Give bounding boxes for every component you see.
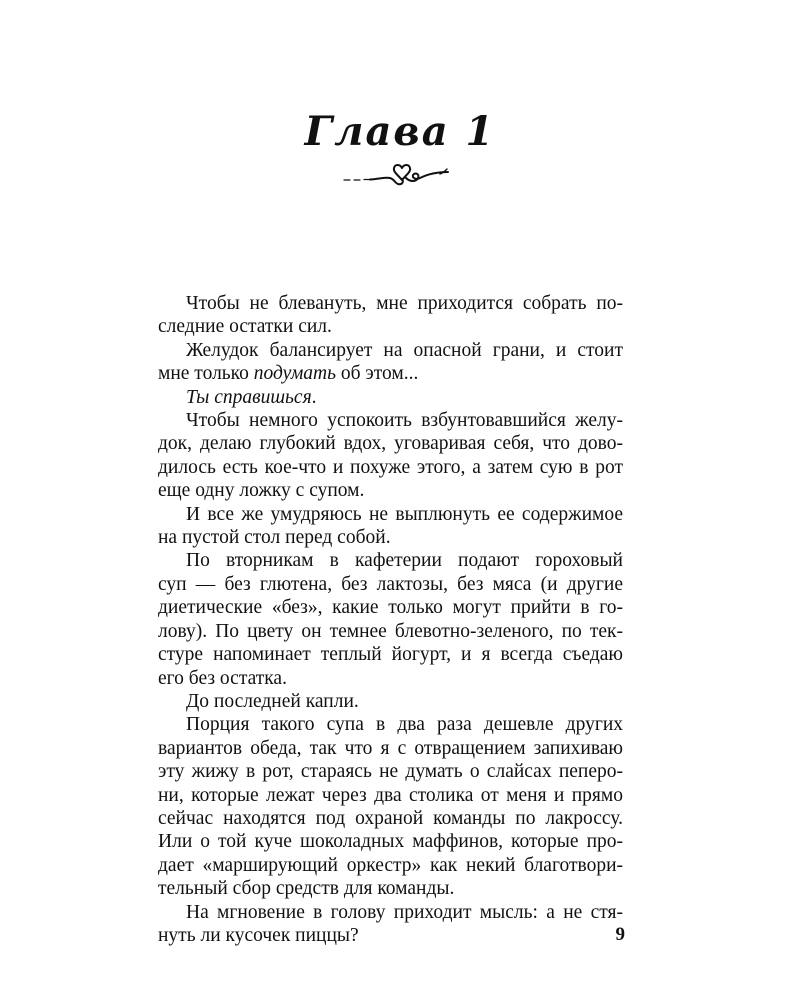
- text-run: суп — без глютена, без лактозы, без мяса (и другие: [158, 573, 623, 595]
- text-run: док, делаю глубокий вдох, уговаривая себя, что дово-: [158, 433, 623, 455]
- text-line: [158, 479, 623, 502]
- paragraph: [158, 690, 623, 713]
- text-run: стуре напоминает теплый йогурт, и я всегда съедаю: [158, 644, 623, 666]
- text-line: [158, 549, 623, 572]
- text-run: Или о той куче шоколадных маффинов, которые про-: [158, 831, 623, 853]
- text-run: До последней капли.: [186, 690, 359, 712]
- paragraph: [158, 409, 623, 503]
- text-line: [158, 737, 623, 760]
- text-line: [158, 807, 623, 830]
- text-line: [158, 503, 623, 526]
- text-line: [158, 854, 623, 877]
- paragraph: [158, 503, 623, 550]
- text-run: Чтобы не блевануть, мне приходится собрать по-: [186, 293, 623, 314]
- paragraph: [158, 339, 623, 386]
- text-line: [158, 830, 623, 853]
- text-line: [158, 690, 623, 713]
- text-run: вариантов обеда, так что я с отвращением запихиваю: [158, 737, 623, 759]
- text-run: диетические «без», какие только могут прийти в го-: [158, 597, 623, 619]
- text-run: эту жижу в рот, стараясь не думать о слайсах пеперо-: [158, 761, 623, 783]
- text-run: его без остатка.: [158, 667, 287, 689]
- chapter-body-text: [158, 292, 623, 947]
- paragraph: [158, 549, 623, 689]
- text-run: .: [311, 386, 317, 408]
- text-run: ни, которые лежат через два столика от меня и прямо: [158, 784, 623, 806]
- text-line: [158, 526, 623, 549]
- text-run: нуть ли кусочек пиццы?: [158, 924, 359, 946]
- emphasis-text: Ты справишься: [186, 386, 312, 408]
- text-run: На мгновение в голову приходит мысль: а не стя-: [186, 901, 623, 923]
- text-line: [158, 596, 623, 619]
- text-line: [158, 643, 623, 666]
- text-line: [158, 432, 623, 455]
- paragraph: [158, 292, 623, 339]
- text-line: [158, 409, 623, 432]
- text-run: Желудок балансирует на опасной грани, и стоит: [186, 339, 623, 361]
- text-run: следние остатки сил.: [158, 316, 332, 338]
- page-number: 9: [615, 924, 625, 945]
- text-line: [158, 784, 623, 807]
- text-run: По вторникам в кафетерии подают гороховый: [186, 550, 623, 572]
- text-run: И все же умудряюсь не выплюнуть ее содержимое: [186, 503, 623, 525]
- text-line: [158, 620, 623, 643]
- text-run: Порция такого супа в два раза дешевле других: [186, 714, 623, 736]
- text-run: лову). По цвету он темнее блевотно-зеленого, по тек-: [158, 620, 623, 642]
- text-line: [158, 877, 623, 900]
- text-line: [158, 573, 623, 596]
- chapter-title: Глава 1: [304, 108, 496, 155]
- text-run: дилось есть кое-что и похуже этого, а затем сую в рот: [158, 456, 623, 478]
- text-line: [158, 386, 623, 409]
- paragraph: [158, 386, 623, 409]
- text-run: Чтобы немного успокоить взбунтовавшийся желу-: [186, 410, 623, 432]
- emphasis-text: подумать: [253, 363, 336, 385]
- paragraph: [158, 713, 623, 900]
- text-run: на пустой стол перед собой.: [158, 527, 391, 549]
- text-line: [158, 760, 623, 783]
- text-line: [158, 713, 623, 736]
- text-run: еще одну ложку с супом.: [158, 480, 365, 502]
- text-run: мне только: [158, 363, 254, 385]
- text-run: сейчас находятся под охраной команды по лакроссу.: [158, 807, 623, 829]
- text-line: [158, 339, 623, 362]
- text-line: [158, 315, 623, 338]
- text-line: [158, 292, 623, 315]
- paragraph: [158, 901, 623, 948]
- text-line: [158, 456, 623, 479]
- text-run: об этом...: [335, 363, 419, 385]
- text-run: тельный сбор средств для команды.: [158, 878, 455, 900]
- heart-flourish-icon: [340, 160, 460, 194]
- text-line: [158, 924, 623, 947]
- text-run: дает «марширующий оркестр» как некий благотвори-: [158, 854, 623, 876]
- text-line: [158, 667, 623, 690]
- text-line: [158, 362, 623, 385]
- text-line: [158, 901, 623, 924]
